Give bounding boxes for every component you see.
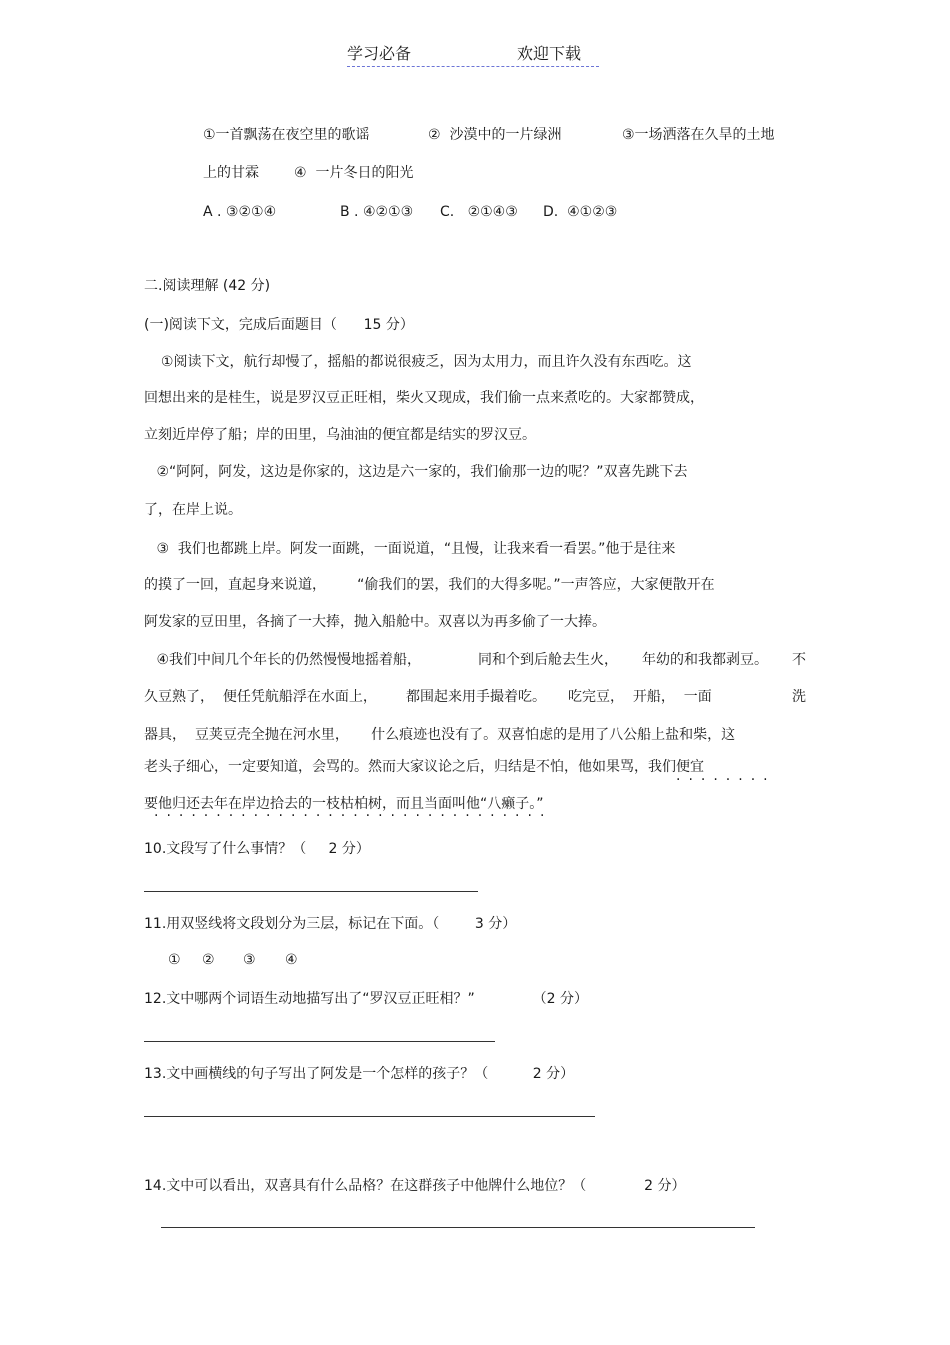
emphasis-dots: ································ <box>154 808 553 824</box>
part-title: (一)阅读下文，完成后面题目（ 15 分） <box>144 317 414 333</box>
answer-line-q10[interactable] <box>144 891 478 892</box>
option-1: ①一首飘荡在夜空里的歌谣 <box>203 127 370 143</box>
question-12: 12.文中哪两个词语生动地描写出了“罗汉豆正旺相？” （2 分） <box>144 991 588 1007</box>
passage-line: 回想出来的是桂生，说是罗汉豆正旺相，柴火又现成，我们偷一点来煮吃的。大家都赞成， <box>144 390 704 406</box>
emphasis-dots: ········ <box>676 772 776 788</box>
choice-b: B . ④②①③ <box>340 204 414 220</box>
header-right: 欢迎下载 <box>517 44 582 63</box>
question-11: 11.用双竖线将文段划分为三层，标记在下面。（ 3 分） <box>144 916 517 932</box>
option-3: ③一场洒落在久旱的土地 <box>622 127 775 143</box>
page-header <box>347 43 581 65</box>
paragraph-mark: ③ <box>243 952 256 968</box>
answer-line-q12[interactable] <box>144 1041 495 1042</box>
choice-c: C. ②①④③ <box>440 204 518 220</box>
passage-line: 立刻近岸停了船；岸的田里，乌油油的便宜都是结实的罗汉豆。 <box>144 427 536 443</box>
passage-segment: 吃完豆， 开船， 一面 <box>568 689 712 705</box>
passage-segment: 洗 <box>792 689 806 705</box>
passage-segment: 久豆熟了， 便任凭航船浮在水面上， <box>144 689 377 705</box>
answer-line-q14[interactable] <box>161 1227 755 1228</box>
paragraph-mark: ④ <box>285 952 298 968</box>
passage-line: 阿发家的豆田里，各摘了一大捧，抛入船舱中。双喜以为再多偷了一大捧。 <box>144 614 606 630</box>
passage-line: ①阅读下文，航行却慢了，摇船的都说很疲乏，因为太用力，而且许久没有东西吃。这 <box>152 354 692 370</box>
passage-line: 老头子细心，一定要知道，会骂的。然而大家议论之后，归结是不怕，他如果骂，我们便宜 <box>144 759 704 775</box>
option-2: ② 沙漠中的一片绿洲 <box>428 127 562 143</box>
choice-d: D. ④①②③ <box>543 204 618 220</box>
question-13: 13.文中画横线的句子写出了阿发是一个怎样的孩子？（ 2 分） <box>144 1066 575 1082</box>
passage-line: 器具， 豆荚豆壳全抛在河水里， 什么痕迹也没有了。双喜怕虑的是用了八公船上盐和柴，这 <box>144 727 736 743</box>
passage-segment: 不 <box>792 652 806 668</box>
paragraph-mark: ① <box>168 952 181 968</box>
section-title: 二.阅读理解 (42 分) <box>144 278 271 294</box>
question-10: 10.文段写了什么事情？（ 2 分） <box>144 841 370 857</box>
option-4: ④ 一片冬日的阳光 <box>294 165 414 181</box>
passage-line: 要他归还去年在岸边拾去的一枝枯柏树，而且当面叫他“八癞子。” <box>144 796 544 812</box>
paragraph-mark: ② <box>202 952 215 968</box>
passage-segment: 同和个到后舱去生火， <box>478 652 618 668</box>
passage-segment: 年幼的和我都剥豆。 <box>642 652 768 668</box>
passage-segment: 都围起来用手撮着吃。 <box>406 689 546 705</box>
question-14: 14.文中可以看出，双喜具有什么品格？在这群孩子中他牌什么地位？（ 2 分） <box>144 1178 686 1194</box>
answer-line-q13[interactable] <box>144 1116 595 1117</box>
choice-a: A . ③②①④ <box>203 204 277 220</box>
header-left: 学习必备 <box>347 44 412 63</box>
passage-line: ②“阿阿，阿发，这边是你家的，这边是六一家的，我们偷那一边的呢？”双喜先跳下去 <box>152 464 688 480</box>
header-rule <box>347 66 599 67</box>
passage-line: 的摸了一回，直起身来说道， “偷我们的罢，我们的大得多呢。”一声答应，大家便散开在 <box>144 577 715 593</box>
option-3-cont: 上的甘霖 <box>203 165 259 181</box>
passage-line: ③ 我们也都跳上岸。阿发一面跳，一面说道，“且慢，让我来看一看罢。”他于是往来 <box>152 541 676 557</box>
passage-line: 了，在岸上说。 <box>144 502 242 518</box>
passage-segment: ④我们中间几个年长的仍然慢慢地摇着船， <box>152 652 421 668</box>
